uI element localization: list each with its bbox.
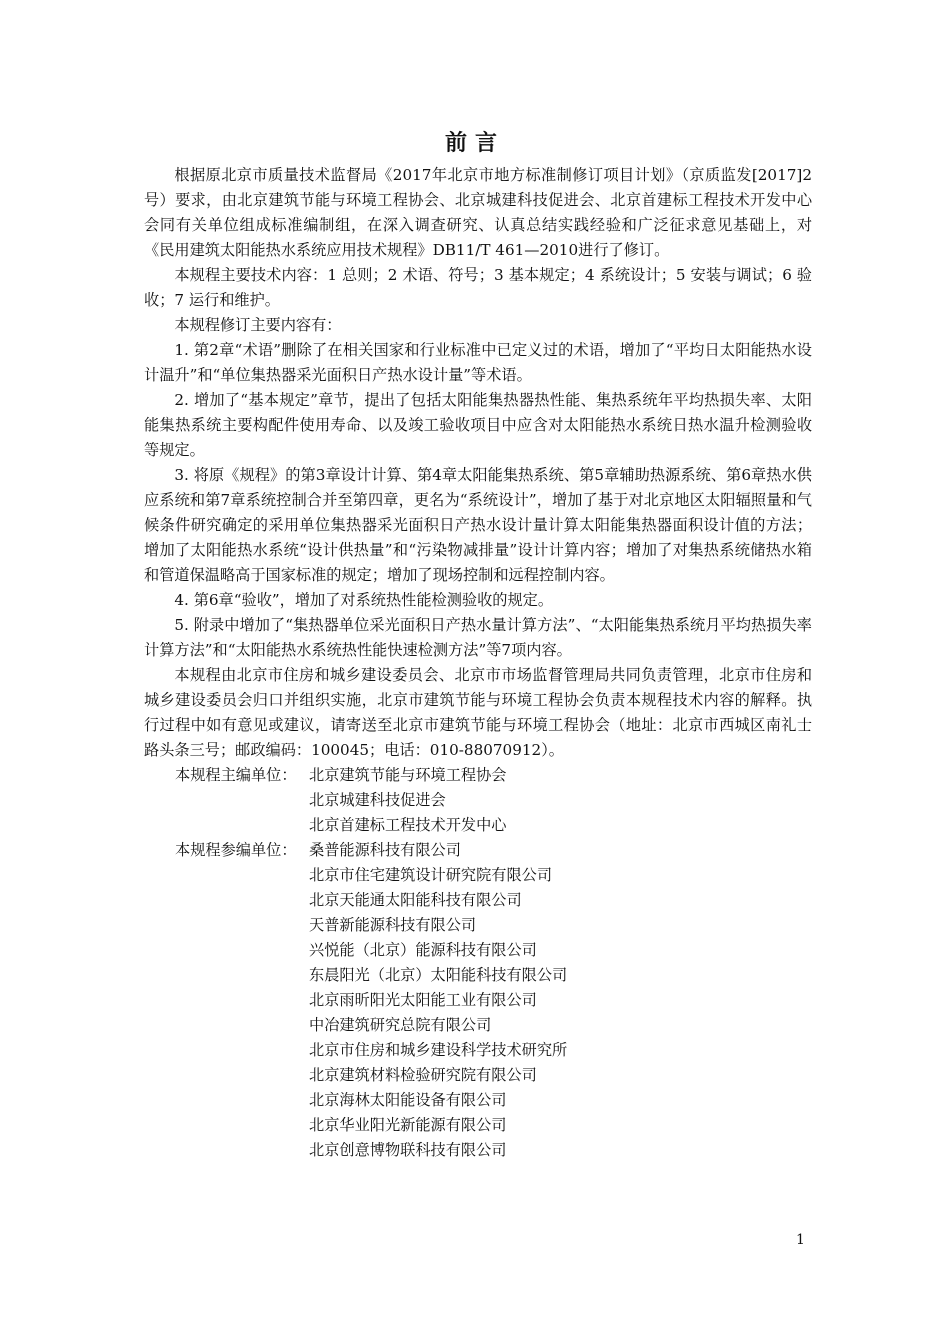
- participants-row: [144, 838, 812, 1163]
- page-title: 前言: [444, 131, 505, 156]
- list-item: 北京创意博物联科技有限公司: [309, 1141, 507, 1159]
- paragraph: 根据原北京市质量技术监督局《2017年北京市地方标准制修订项目计划》（京质监发[2017]2号）要求，由北京建筑节能与环境工程协会、北京城建科技促进会、北京首建标工程技术开发中心会同有关单位组成标准编制组，在深入调查研究、认真总结实践经验和广泛征求意见基础上，对《民用建筑太阳能热水系统应用技术规程》DB11/T 461—2010进行了修订。: [144, 166, 812, 259]
- list-item: 中冶建筑研究总院有限公司: [309, 1016, 492, 1034]
- list-item: 北京建筑节能与环境工程协会: [309, 766, 507, 784]
- paragraph: 5. 附录中增加了“集热器单位采光面积日产热水量计算方法”、“太阳能集热系统月平均热损失率计算方法”和“太阳能热水系统热性能快速检测方法”等7项内容。: [144, 616, 812, 659]
- paragraph: 1. 第2章“术语”删除了在相关国家和行业标准中已定义过的术语，增加了“平均日太阳能热水设计温升”和“单位集热器采光面积日产热水设计量”等术语。: [144, 341, 812, 384]
- document-body: [144, 163, 812, 1163]
- list-item: 天普新能源科技有限公司: [309, 916, 477, 934]
- list-item: 兴悦能（北京）能源科技有限公司: [309, 941, 537, 959]
- list-item: 北京市住宅建筑设计研究院有限公司: [309, 866, 552, 884]
- paragraph: 本规程修订主要内容有：: [174, 316, 342, 334]
- chief-editors-list: [309, 763, 812, 838]
- list-item: 北京海林太阳能设备有限公司: [309, 1091, 507, 1109]
- list-item: 北京建筑材料检验研究院有限公司: [309, 1066, 537, 1084]
- list-item: 北京市住房和城乡建设科学技术研究所: [309, 1041, 568, 1059]
- paragraph: 3. 将原《规程》的第3章设计计算、第4章太阳能集热系统、第5章辅助热源系统、第6章热水供应系统和第7章系统控制合并至第四章，更名为“系统设计”，增加了基于对北京地区太阳辐照量和气候条件研究确定的采用单位集热器采光面积日产热水设计量计算太阳能集热器面积设计值的方法；增加了太阳能热水系统“设计供热量”和“污染物减排量”设计计算内容；增加了对集热系统储热水箱和管道保温略高于国家标准的规定；增加了现场控制和远程控制内容。: [144, 466, 812, 584]
- list-item: 北京天能通太阳能科技有限公司: [309, 891, 522, 909]
- list-item: 北京雨昕阳光太阳能工业有限公司: [309, 991, 537, 1009]
- paragraph: 4. 第6章“验收”，增加了对系统热性能检测验收的规定。: [174, 591, 554, 609]
- list-item: 桑普能源科技有限公司: [309, 841, 461, 859]
- page-number: 1: [796, 1232, 805, 1248]
- editor-units: [144, 763, 812, 1163]
- list-item: 北京城建科技促进会: [309, 791, 446, 809]
- participants-label: 本规程参编单位：: [175, 841, 297, 859]
- list-item: 东晨阳光（北京）太阳能科技有限公司: [309, 966, 568, 984]
- paragraph: 本规程主要技术内容：1 总则；2 术语、符号；3 基本规定；4 系统设计；5 安装与调试；6 验收；7 运行和维护。: [144, 266, 812, 309]
- participants-list: [309, 838, 812, 1163]
- chief-editors-row: [144, 763, 812, 838]
- list-item: 北京首建标工程技术开发中心: [309, 816, 507, 834]
- paragraph: 2. 增加了“基本规定”章节，提出了包括太阳能集热器热性能、集热系统年平均热损失率、太阳能集热系统主要构配件使用寿命、以及竣工验收项目中应含对太阳能热水系统日热水温升检测验收等规定。: [144, 391, 812, 459]
- chief-editors-label: 本规程主编单位：: [175, 766, 297, 784]
- paragraph: 本规程由北京市住房和城乡建设委员会、北京市市场监督管理局共同负责管理，北京市住房和城乡建设委员会归口并组织实施，北京市建筑节能与环境工程协会负责本规程技术内容的解释。执行过程中如有意见或建议，请寄送至北京市建筑节能与环境工程协会（地址：北京市西城区南礼士路头条三号；邮政编码：100045；电话：010-88070912）。: [144, 666, 812, 759]
- list-item: 北京华业阳光新能源有限公司: [309, 1116, 507, 1134]
